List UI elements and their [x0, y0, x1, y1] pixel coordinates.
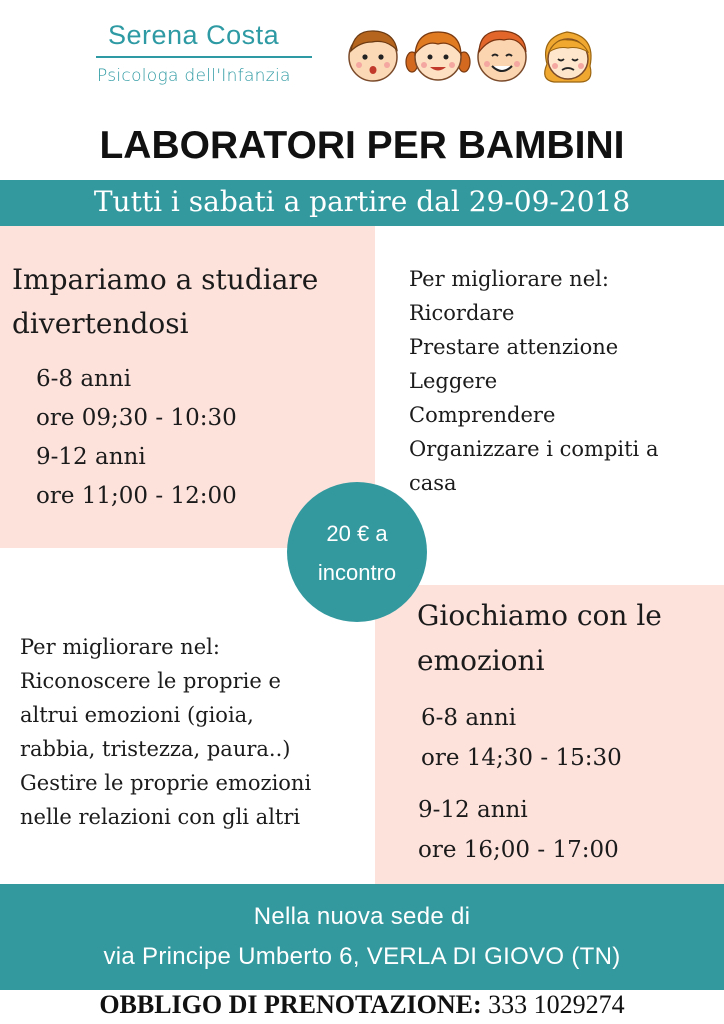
- goal-item: Organizzare i compiti a: [409, 437, 659, 461]
- sad-girl-face-icon: [545, 32, 591, 82]
- goals-heading: Per migliorare nel:: [409, 267, 609, 291]
- goal-item: nelle relazioni con gli altri: [20, 805, 301, 829]
- price-text: [287, 514, 427, 592]
- schedule-age: 9-12 anni: [36, 444, 146, 470]
- goal-item: Comprendere: [409, 403, 556, 427]
- workshop2-title: [417, 593, 717, 683]
- goal-item: Ricordare: [409, 301, 515, 325]
- price-line: 20 € a: [326, 521, 388, 546]
- schedule-time: ore 11;00 - 12:00: [36, 483, 237, 509]
- main-title: LABORATORI PER BAMBINI: [99, 124, 625, 167]
- schedule-age: 6-8 anni: [36, 366, 132, 392]
- schedule-time: ore 14;30 - 15:30: [421, 745, 622, 771]
- schedule-age: 6-8 anni: [421, 705, 517, 731]
- booking-notice: [0, 988, 724, 1022]
- goal-item: Gestire le proprie emozioni: [20, 771, 312, 795]
- goal-item: Riconoscere le proprie e: [20, 669, 281, 693]
- goals-heading: Per migliorare nel:: [20, 635, 220, 659]
- goal-item: Prestare attenzione: [409, 335, 619, 359]
- workshop2-title-line: Giochiamo con le: [417, 599, 662, 632]
- workshop1-goals: [409, 262, 709, 500]
- goal-item: casa: [409, 471, 457, 495]
- goal-item: rabbia, tristezza, paura..): [20, 737, 291, 761]
- workshop2-schedule-older: [418, 790, 619, 870]
- workshop2-title-line: emozioni: [417, 644, 545, 677]
- venue-address: via Principe Umberto 6, VERLA DI GIOVO (TN): [103, 943, 621, 970]
- schedule-time: ore 16;00 - 17:00: [418, 837, 619, 863]
- girl-pigtails-face-icon: [406, 32, 470, 80]
- brand-subtitle: Psicologa dell'Infanzia: [97, 66, 291, 86]
- brand-divider: [96, 56, 312, 58]
- workshop2-schedule-young: [421, 698, 622, 778]
- venue-text: [0, 897, 724, 977]
- boy-face-icon: [349, 31, 397, 81]
- venue-line: Nella nuova sede di: [253, 903, 471, 930]
- workshop2-goals: [20, 630, 365, 834]
- schedule-age: 9-12 anni: [418, 797, 528, 823]
- price-line: incontro: [317, 560, 397, 585]
- booking-label: OBBLIGO DI PRENOTAZIONE:: [99, 990, 482, 1019]
- workshop1-title-line: Impariamo a studiare: [12, 263, 319, 296]
- smiling-boy-face-icon: [478, 31, 526, 81]
- children-faces-illustration: [342, 24, 604, 86]
- goal-item: altrui emozioni (gioia,: [20, 703, 254, 727]
- workshop1-title-line: divertendosi: [12, 307, 189, 340]
- workshop1-schedule: [36, 360, 237, 516]
- booking-phone: 333 1029274: [488, 990, 625, 1019]
- schedule-time: ore 09;30 - 10:30: [36, 405, 237, 431]
- brand-name: Serena Costa: [108, 20, 280, 50]
- workshop1-title: [12, 258, 372, 346]
- date-banner-text: Tutti i sabati a partire dal 29-09-2018: [93, 185, 631, 218]
- goal-item: Leggere: [409, 369, 498, 393]
